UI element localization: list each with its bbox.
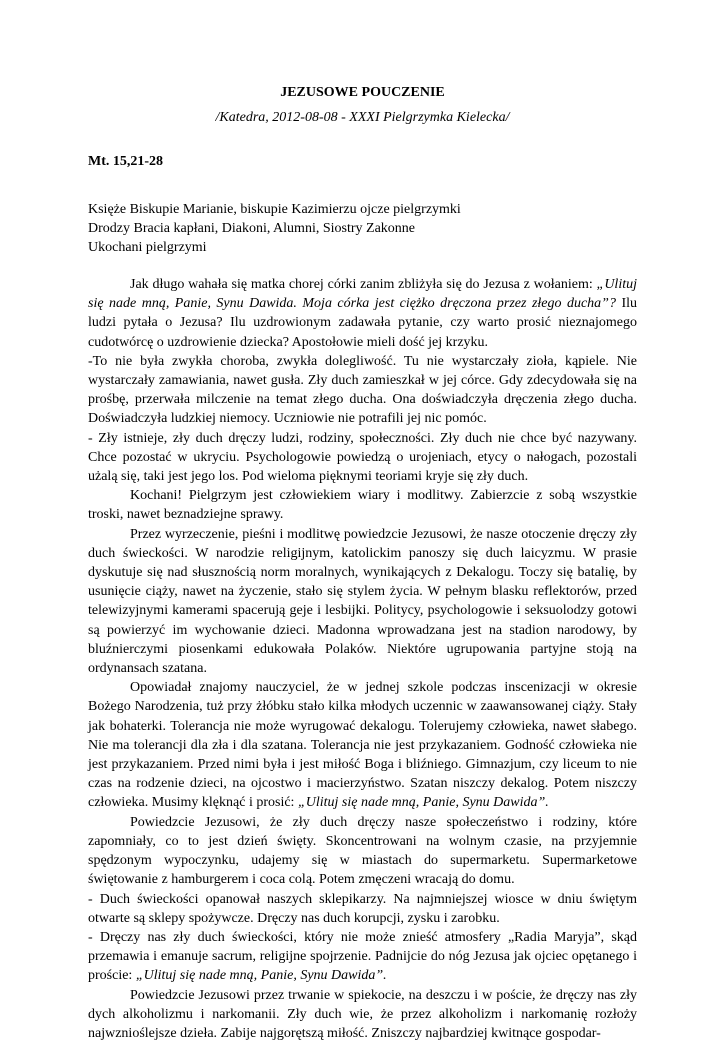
paragraph-text: Opowiadał znajomy nauczyciel, że w jednej szkole podczas inscenizacji w okresie Bożego Narodzenia, tuż przy żłóbku stało kilka młodych uczennic w zaawansowanej ciąży. Stały jak bohaterki. Tolerancja nie może wyrugować dekalogu. Tolerujemy człowieka, nawet słabego. Nie ma tolerancji dla zła i dla szatana. Tolerancja nie jest przykazaniem. Godność człowieka nie jest przykazaniem. Przed nimi była i jest miłość Boga i bliźniego. Gimnazjum, czy liceum to nie czas na rodzenie dzieci, na ojcostwo i macierzyństwo. Szatan niszczy dekalog. Potem niszczy człowieka. Musimy klęknąć i prosić: xyxy=(88,680,637,811)
paragraph-text: Ilu ludzi pytała o Jezusa? Ilu uzdrowionym zadawała pytanie, czy warto prosić nieznajomego cudotwórcę o uzdrowienie dziecka? Apostołowie mieli dość jej krzyku. xyxy=(88,296,637,350)
homily-body xyxy=(88,275,637,1043)
quote-text: „Ulituj się nade mną, Panie, Synu Dawida. Moja córka jest ciężko dręczona przez złego ducha”? xyxy=(88,277,637,312)
paragraph: - Zły istnieje, zły duch dręczy ludzi, rodziny, społeczności. Zły duch nie chce być nazywany. Chce pozostać w ukryciu. Psychologowie powiedzą o urojeniach, etycy o nałogach, pozostali użalą się, taki jest jego los. Pod wieloma pięknymi teoriami kryje się zły duch. xyxy=(88,430,637,485)
paragraph: Przez wyrzeczenie, pieśni i modlitwę powiedzcie Jezusowi, że nasze otoczenie dręczy zły duch świeckości. W narodzie religijnym, katolickim panoszy się duch laicyzmu. W prasie dyskutuje się nad słusznością norm moralnych, wynikających z Dekalogu. Toczy się batalię, by usunięcie ciąży, nawet na życzenie, stało się stylem życia. W pełnym blasku reflektorów, przed telewizyjnymi kamerami spacerują geje i lesbijki. Politycy, psychologowie i seksuolodzy gotowi są powierzyć im wychowanie dzieci. Madonna wprowadzana jest na stadion narodowy, by bluźnierczymi piosenkami edukowała Polaków. Niektóre ugrupowania partyjne stoją na ordynansach szatana. xyxy=(88,526,637,677)
greeting-line: Księże Biskupie Marianie, biskupie Kazimierzu ojcze pielgrzymki xyxy=(88,202,461,217)
greeting-block xyxy=(88,200,637,257)
greeting-line: Ukochani pielgrzymi xyxy=(88,240,207,255)
paragraph: - Duch świeckości opanował naszych sklepikarzy. Na najmniejszej wiosce w dniu świętym otwarte są sklepy spożywcze. Dręczy nas duch korupcji, zysku i zarobku. xyxy=(88,891,637,926)
paragraph xyxy=(88,678,637,812)
paragraph xyxy=(88,275,637,352)
paragraph: Powiedzcie Jezusowi, że zły duch dręczy nasze społeczeństwo i rodziny, które zapomniały, co to jest dzień święty. Skoncentrowani na wolnym czasie, na przyjemnie spędzonym wypoczynku, udajemy się w miastach do supermarketu. Supermarketowe świętowanie z hamburgerem i coca colą. Potem zmęczeni wracają do domu. xyxy=(88,814,637,888)
greeting-line: Drodzy Bracia kapłani, Diakoni, Alumni, Siostry Zakonne xyxy=(88,221,415,236)
paragraph xyxy=(88,928,637,986)
quote-text: „Ulituj się nade mną, Panie, Synu Dawida”. xyxy=(135,968,387,984)
paragraph: -To nie była zwykła choroba, zwykła dolegliwość. Tu nie wystarczały zioła, kąpiele. Nie wystarczały zamawiania, nawet gusła. Zły duch zamieszkał w jej córce. Gdy zdecydowała się na prośbę, przerwała milczenie na temat złego ducha. Ona doświadczyła dręczenia złego ducha. Doświadczyła ludzkiej niemocy. Uczniowie nie potrafili jej nic pomóc. xyxy=(88,353,637,427)
page-title: JEZUSOWE POUCZENIE xyxy=(280,85,445,100)
paragraph: Powiedzcie Jezusowi przez trwanie w spiekocie, na deszczu i w poście, że dręczy nas zły dych alkoholizmu i narkomanii. Zły duch wie, że przez alkoholizm i narkomanię rozłoży najwznioślejsze dzieła. Zabije najgorętszą miłość. Zniszczy najbardziej kwitnące gospodar- xyxy=(88,987,637,1041)
scripture-reference: Mt. 15,21-28 xyxy=(88,154,164,169)
paragraph: Kochani! Pielgrzym jest człowiekiem wiary i modlitwy. Zabierzcie z sobą wszystkie troski, nawet beznadziejne sprawy. xyxy=(88,488,637,523)
page-subtitle: /Katedra, 2012-08-08 - XXXI Pielgrzymka Kielecka/ xyxy=(215,110,510,125)
quote-text: „Ulituj się nade mną, Panie, Synu Dawida”. xyxy=(297,795,549,811)
paragraph-text: - Dręczy nas zły duch świeckości, który nie może znieść atmosfery „Radia Maryja”, skąd przemawia i emanuje sacrum, religijne spojrzenie. Padnijcie do nóg Jezusa jak ojciec opętanego i proście: xyxy=(88,929,637,984)
paragraph-text: Jak długo wahała się matka chorej córki zanim zbliżyła się do Jezusa z wołaniem: xyxy=(130,277,597,292)
